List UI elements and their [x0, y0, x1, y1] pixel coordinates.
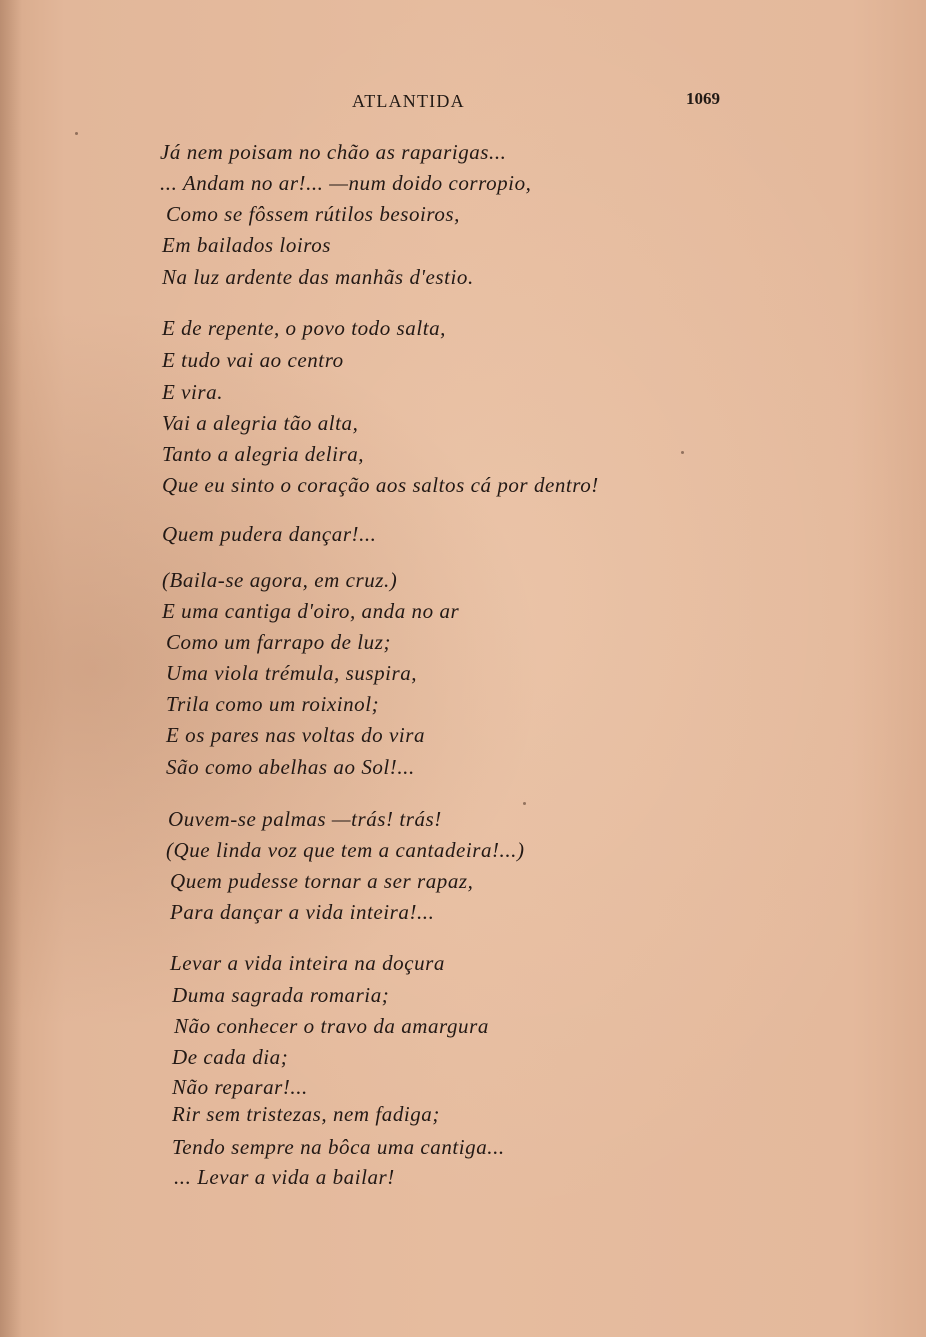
poem-line: Na luz ardente das manhãs d'estio.	[162, 265, 474, 289]
poem-line: ... Levar a vida a bailar!	[174, 1165, 395, 1189]
running-header-title: ATLANTIDA	[352, 91, 465, 111]
paper-speck	[75, 132, 78, 135]
page-number: 1069	[686, 89, 720, 108]
poem-line: Vai a alegria tão alta,	[162, 411, 359, 435]
poem-line: Rir sem tristezas, nem fadiga;	[172, 1102, 440, 1126]
poem-line: (Baila-se agora, em cruz.)	[162, 568, 398, 592]
poem-line: E de repente, o povo todo salta,	[162, 316, 446, 340]
poem-line: (Que linda voz que tem a cantadeira!...)	[166, 838, 525, 862]
poem-line: Não conhecer o travo da amargura	[174, 1014, 489, 1038]
poem-line: Como um farrapo de luz;	[166, 630, 391, 654]
paper-speck	[681, 451, 684, 454]
poem-line: E os pares nas voltas do vira	[166, 723, 425, 747]
poem-line: Levar a vida inteira na doçura	[170, 951, 445, 975]
poem-line: Já nem poisam no chão as raparigas...	[160, 140, 507, 164]
poem-line: De cada dia;	[172, 1045, 289, 1069]
paper-speck	[523, 802, 526, 805]
poem-line: Tanto a alegria delira,	[162, 442, 365, 466]
poem-line: São como abelhas ao Sol!...	[166, 755, 415, 779]
poem-line: Como se fôssem rútilos besoiros,	[166, 202, 460, 226]
poem-line: Duma sagrada romaria;	[172, 983, 390, 1007]
poem-line: Que eu sinto o coração aos saltos cá por dentro!	[162, 473, 599, 497]
poem-line: ... Andam no ar!... —num doido corropio,	[160, 171, 532, 195]
poem-line: E uma cantiga d'oiro, anda no ar	[162, 599, 460, 623]
poem-line: Tendo sempre na bôca uma cantiga...	[172, 1135, 505, 1159]
poem-line: Ouvem-se palmas —trás! trás!	[168, 807, 442, 831]
poem-line: Quem pudera dançar!...	[162, 522, 377, 546]
poem-line: E vira.	[162, 380, 224, 404]
poem-line: Uma viola trémula, suspira,	[166, 661, 418, 685]
poem-line: Para dançar a vida inteira!...	[170, 900, 435, 924]
poem-line: Trila como um roixinol;	[166, 692, 380, 716]
poem-line: Em bailados loiros	[162, 233, 331, 257]
page-edge-shadow	[0, 0, 22, 1337]
poem-line: Quem pudesse tornar a ser rapaz,	[170, 869, 474, 893]
poem-line: Não reparar!...	[172, 1075, 308, 1099]
poem-line: E tudo vai ao centro	[162, 348, 344, 372]
